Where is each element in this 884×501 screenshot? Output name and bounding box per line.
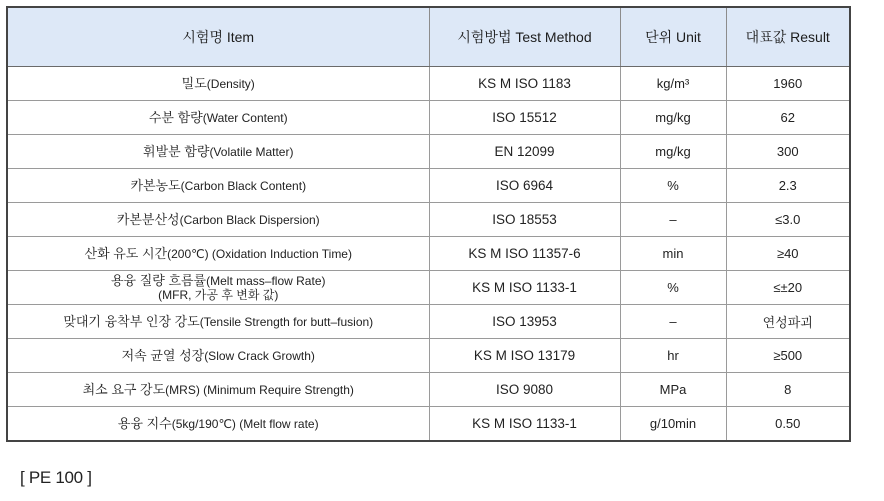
test-results-table [6, 6, 851, 442]
table-row [7, 237, 850, 271]
item-name-ko: 최소 요구 강도 [82, 381, 166, 397]
item-name-en-detail: (MFR, 가공 후 변화 값) [158, 287, 279, 302]
method-cell: ISO 15512 [429, 101, 620, 135]
item-name-en: (Volatile Matter) [209, 144, 294, 159]
table-row [7, 67, 850, 101]
item-name-en: (Tensile Strength for butt–fusion) [199, 314, 374, 329]
unit-cell: kg/m³ [620, 67, 726, 101]
unit-cell: g/10min [620, 407, 726, 442]
item-cell [7, 237, 429, 271]
header-test-method: 시험방법 Test Method [429, 7, 620, 67]
header-item: 시험명 Item [7, 7, 429, 67]
result-cell: 2.3 [726, 169, 850, 203]
unit-cell: – [620, 305, 726, 339]
item-cell [7, 67, 429, 101]
unit-cell: min [620, 237, 726, 271]
result-cell: ≥40 [726, 237, 850, 271]
item-cell [7, 373, 429, 407]
header-unit: 단위 Unit [620, 7, 726, 67]
item-name-en: (200℃) (Oxidation Induction Time) [167, 246, 352, 261]
table-row [7, 271, 850, 305]
method-cell: ISO 6964 [429, 169, 620, 203]
item-name-ko: 저속 균열 성장 [121, 347, 205, 363]
table-row [7, 169, 850, 203]
item-name-ko: 카본분산성 [116, 211, 180, 227]
method-cell: KS M ISO 11357-6 [429, 237, 620, 271]
item-name-ko: 휘발분 함량 [143, 143, 210, 159]
method-cell: KS M ISO 1133-1 [429, 271, 620, 305]
item-name-en: (Carbon Black Dispersion) [179, 212, 320, 227]
unit-cell: mg/kg [620, 135, 726, 169]
table-row [7, 339, 850, 373]
result-cell: ≤3.0 [726, 203, 850, 237]
result-cell: 8 [726, 373, 850, 407]
table-header-row [7, 7, 850, 67]
unit-cell: hr [620, 339, 726, 373]
unit-cell: % [620, 169, 726, 203]
item-name-ko: 산화 유도 시간 [84, 245, 168, 261]
result-cell: 300 [726, 135, 850, 169]
table-body [7, 67, 850, 442]
item-name-en: (MRS) (Minimum Require Strength) [165, 382, 354, 397]
item-cell [7, 169, 429, 203]
result-cell: 연성파괴 [726, 305, 850, 339]
unit-cell: – [620, 203, 726, 237]
item-name-ko: 밀도 [181, 75, 207, 91]
result-cell: 0.50 [726, 407, 850, 442]
method-cell: ISO 9080 [429, 373, 620, 407]
table-row [7, 203, 850, 237]
method-cell: KS M ISO 13179 [429, 339, 620, 373]
item-cell [7, 271, 429, 305]
method-cell: ISO 18553 [429, 203, 620, 237]
unit-cell: mg/kg [620, 101, 726, 135]
table-row [7, 101, 850, 135]
item-name-ko: 맞대기 융착부 인장 강도 [63, 313, 200, 329]
item-name-ko: 용융 질량 흐름률 [110, 272, 207, 288]
method-cell: ISO 13953 [429, 305, 620, 339]
header-result: 대표값 Result [726, 7, 850, 67]
table-row [7, 407, 850, 442]
unit-cell: MPa [620, 373, 726, 407]
unit-cell: % [620, 271, 726, 305]
item-cell [7, 101, 429, 135]
result-cell: 62 [726, 101, 850, 135]
item-name-en: (Slow Crack Growth) [204, 348, 315, 363]
result-cell: ≤±20 [726, 271, 850, 305]
item-cell [7, 407, 429, 442]
item-name-en: (Carbon Black Content) [180, 178, 307, 193]
item-cell [7, 339, 429, 373]
item-name-ko: 카본농도 [130, 177, 181, 193]
item-name-ko: 용융 지수 [117, 415, 172, 431]
item-name-en: (Water Content) [202, 110, 288, 125]
item-cell [7, 135, 429, 169]
grade-caption: [ PE 100 ] [20, 468, 92, 487]
item-name-en: (Density) [206, 76, 255, 91]
result-cell: ≥500 [726, 339, 850, 373]
result-cell: 1960 [726, 67, 850, 101]
method-cell: KS M ISO 1183 [429, 67, 620, 101]
item-name-en: (5kg/190℃) (Melt flow rate) [171, 416, 319, 431]
table-row [7, 373, 850, 407]
method-cell: KS M ISO 1133-1 [429, 407, 620, 442]
table-row [7, 305, 850, 339]
item-cell [7, 305, 429, 339]
table-row [7, 135, 850, 169]
item-name-ko: 수분 함량 [148, 109, 203, 125]
item-name-en: (Melt mass–flow Rate) [206, 273, 326, 288]
item-cell [7, 203, 429, 237]
method-cell: EN 12099 [429, 135, 620, 169]
